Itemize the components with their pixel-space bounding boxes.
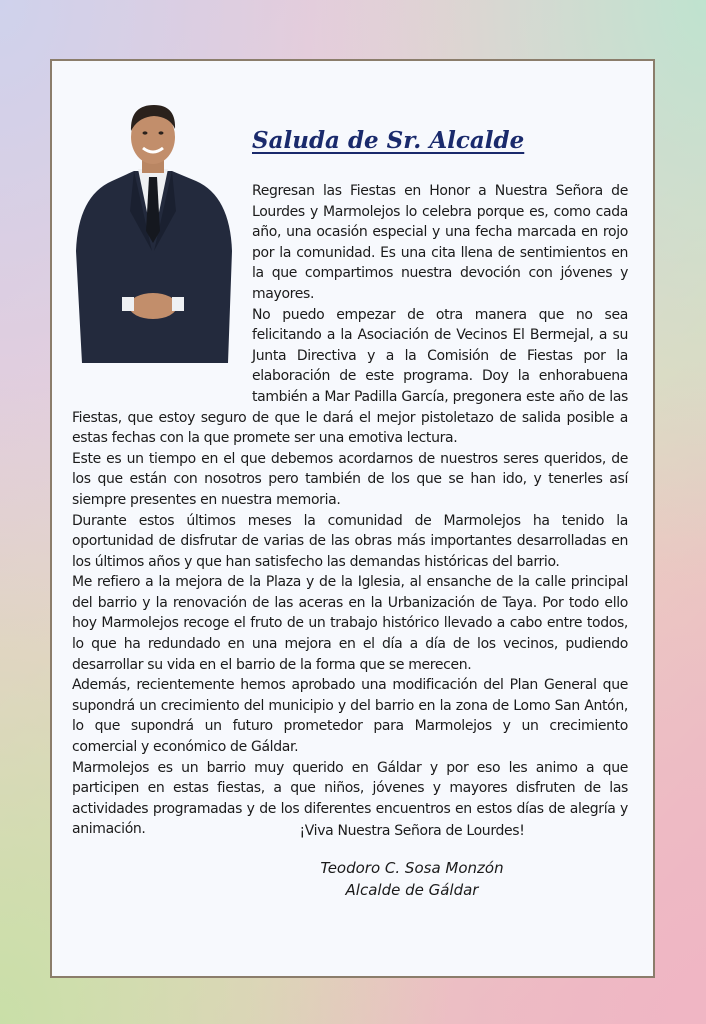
letter-body: [72, 181, 628, 840]
paragraph: Este es un tiempo en el que debemos acordarnos de nuestros seres queridos, de los que están con nosotros pero también de los que se han ido, y tenerles así siempre presentes en nuestra memoria.: [72, 450, 628, 508]
paragraph: Regresan las Fiestas en Honor a Nuestra Señora de Lourdes y Marmolejos lo celebra porque es, como cada año, una ocasión especial y una fecha marcada en rojo por la comunidad. Es una cita llena de sentimientos en la que compartimos nuestra devoción con jóvenes y mayores.: [252, 183, 628, 302]
page-title: Saluda de Sr. Alcalde: [252, 127, 525, 154]
signature-block: [252, 857, 572, 901]
paragraph: Además, recientemente hemos aprobado una modificación del Plan General que supondrá un crecimiento del municipio y del barrio en la zona de Lomo San Antón, lo que supondrá un futuro prometedor para Marmolejos y un crecimiento comercial y económico de Gáldar.: [72, 677, 628, 756]
signature-role: Alcalde de Gáldar: [345, 881, 479, 899]
signature-name: Teodoro C. Sosa Monzón: [320, 859, 504, 877]
paragraph: Marmolejos es un barrio muy querido en Gáldar y por eso les animo a que participen en estas fiestas, a que niños, jóvenes y mayores disfruten de las actividades programadas y de los diferentes encuentros en estos días de alegría y animación.: [72, 759, 628, 838]
photo-spacer: [72, 181, 252, 392]
paragraph: No puedo empezar de otra manera que no sea felicitando a la Asociación de Vecinos El Bermejal, a su Junta Directiva y a la Comisión de Fiestas por la elaboración de este programa. Doy la enhorabuena también a Mar Padilla García, pregonera este año de las Fiestas, que estoy seguro de que le dará el mejor pistoletazo de salida posible a estas fechas con la que promete ser una emotiva lectura.: [72, 306, 628, 447]
letter-panel: [50, 59, 655, 978]
closing-line: ¡Viva Nuestra Señora de Lourdes!: [299, 823, 525, 839]
paragraph: Durante estos últimos meses la comunidad de Marmolejos ha tenido la oportunidad de disfrutar de varias de las obras más importantes desarrolladas en los últimos años y que han satisfecho las demandas históricas del barrio.: [72, 512, 628, 570]
paragraph: Me refiero a la mejora de la Plaza y de la Iglesia, al ensanche de la calle principal del barrio y la renovación de las aceras en la Urbanización de Taya. Por todo ello hoy Marmolejos recoge el fruto de un trabajo histórico llevado a cabo entre todos, lo que ha redundado en una mejora en el día a día de los vecinos, pudiendo desarrollar su vida en el barrio de la forma que se merecen.: [72, 574, 628, 673]
